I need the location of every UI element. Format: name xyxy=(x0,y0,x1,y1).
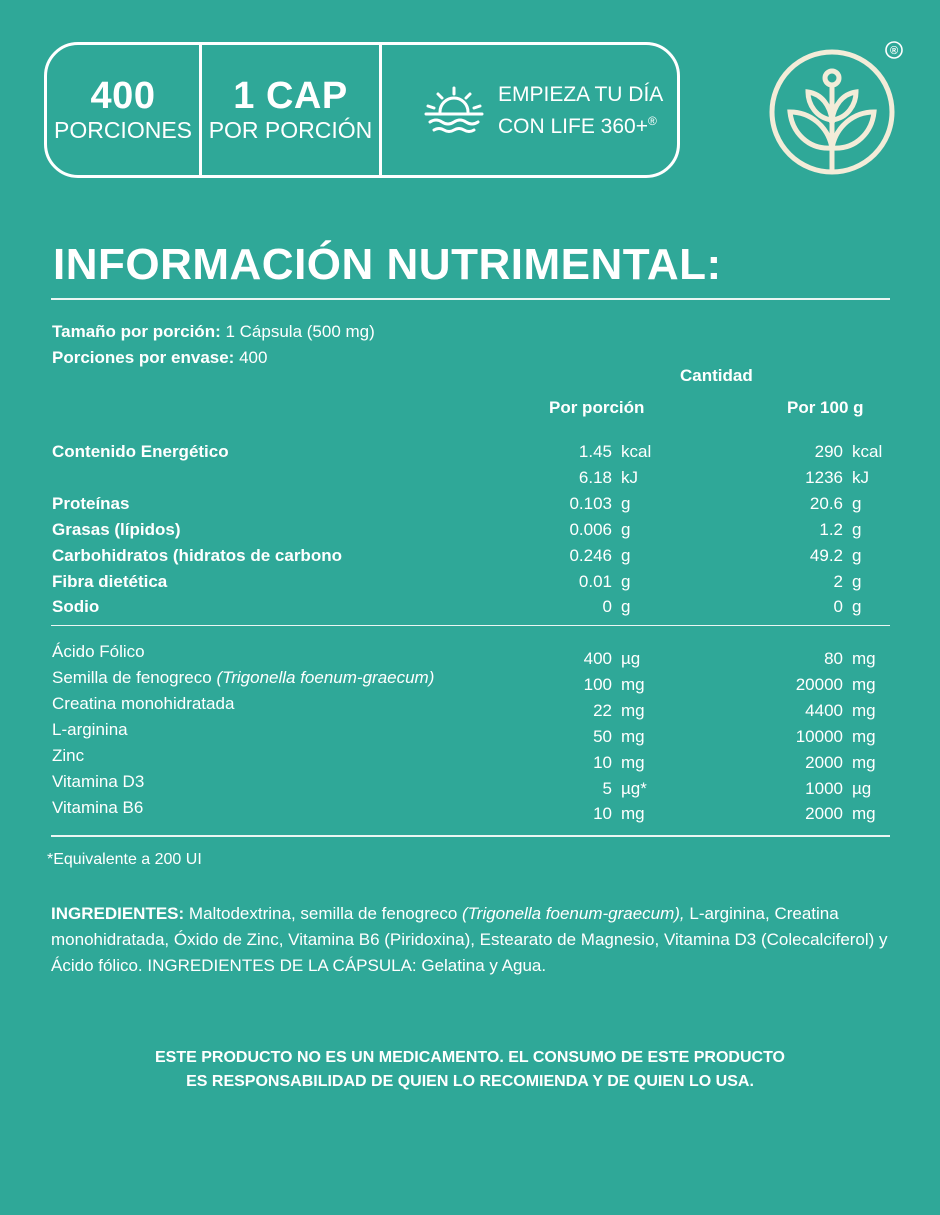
ingredients-label: INGREDIENTES: xyxy=(51,904,185,923)
registered-logo-text: ® xyxy=(889,45,899,57)
slogan-line-1: EMPIEZA TU DÍA xyxy=(498,82,664,106)
per-serving-value: 0 xyxy=(602,597,612,616)
portions-cell xyxy=(47,45,202,175)
nutrient-name: Carbohidratos (hidratos de carbono xyxy=(52,546,342,565)
nutrient-name: Fibra dietética xyxy=(52,572,168,591)
dose-value: 1 CAP xyxy=(233,75,348,117)
per-serving-value: 50 xyxy=(593,727,612,746)
per-serving-unit: µg* xyxy=(621,779,647,798)
slogan-cell xyxy=(382,45,677,175)
per-100g-value: 1236 xyxy=(805,468,843,487)
servings-per-container-value: 400 xyxy=(234,348,268,367)
per-100g-value: 2000 xyxy=(805,753,843,772)
active-name xyxy=(52,641,145,663)
per-serving-value: 0.103 xyxy=(569,494,612,513)
title-divider xyxy=(51,298,890,300)
table-bottom-divider xyxy=(51,835,890,837)
per-serving-unit: g xyxy=(621,494,631,513)
per-serving-unit: mg xyxy=(621,804,645,823)
ingredients-text-italic: (Trigonella foenum-graecum), xyxy=(462,904,685,923)
serving-size-value: 1 Cápsula (500 mg) xyxy=(220,322,375,341)
per-serving-value: 0.01 xyxy=(578,572,612,591)
per-serving-value: 5 xyxy=(602,779,612,798)
per-100g-value: 1000 xyxy=(805,779,843,798)
portions-value: 400 xyxy=(90,75,156,117)
active-name-scientific: (Trigonella foenum-graecum) xyxy=(216,668,435,687)
per-100g-unit: kJ xyxy=(852,468,869,487)
column-group-header: Cantidad xyxy=(680,366,753,385)
per-serving-value: 400 xyxy=(583,649,612,668)
nutrient-name: Contenido Energético xyxy=(52,442,229,461)
per-serving-value: 22 xyxy=(593,701,612,720)
per-serving-value: 100 xyxy=(583,675,612,694)
per-serving-value: 10 xyxy=(593,804,612,823)
per-serving-unit: µg xyxy=(621,649,641,668)
per-100g-value: 290 xyxy=(814,442,843,461)
active-name-text: Vitamina B6 xyxy=(52,798,144,817)
slogan-line-2 xyxy=(498,108,663,140)
per-100g-unit: g xyxy=(852,546,862,565)
per-100g-unit: g xyxy=(852,520,862,539)
per-serving-unit: mg xyxy=(621,727,645,746)
per-serving-value: 10 xyxy=(593,753,612,772)
ingredients xyxy=(51,901,901,979)
ingredients-text-2: L-arginina, Creatina monohidratada, Óxido de Zinc, Vitamina B6 (Piridoxina), Estearato de Magnesio, Vitamina D3 (Colecalciferol) y Ácido fólico. INGREDIENTES DE LA CÁPSULA: Gelatina y Agua. xyxy=(51,904,888,975)
active-name xyxy=(52,719,128,741)
nutrient-name: Grasas (lípidos) xyxy=(52,520,181,539)
per-serving-value: 0.006 xyxy=(569,520,612,539)
active-name-text: Semilla de fenogreco xyxy=(52,668,217,687)
page-title: INFORMACIÓN NUTRIMENTAL: xyxy=(53,240,722,289)
servings-per-container-label: Porciones por envase: xyxy=(52,348,235,367)
top-badge xyxy=(44,42,680,178)
registered-mark: ® xyxy=(647,113,657,128)
disclaimer-line-2: ES RESPONSABILIDAD DE QUIEN LO RECOMIENDA Y DE QUIEN LO USA. xyxy=(186,1073,754,1090)
sunrise-icon xyxy=(422,84,486,136)
per-100g-unit: mg xyxy=(852,649,876,668)
serving-size-label: Tamaño por porción: xyxy=(52,322,221,341)
active-name xyxy=(52,745,84,767)
footnote: *Equivalente a 200 UI xyxy=(47,851,202,868)
registered-logo-mark xyxy=(886,42,902,58)
per-serving-unit: g xyxy=(621,572,631,591)
per-100g-value: 10000 xyxy=(795,727,843,746)
per-100g-unit: mg xyxy=(852,804,876,823)
dose-label: POR PORCIÓN xyxy=(208,117,373,143)
active-name-text: Zinc xyxy=(52,746,85,765)
per-serving-value: 1.45 xyxy=(578,442,612,461)
per-100g-unit: mg xyxy=(852,675,876,694)
per-serving-unit: kcal xyxy=(621,442,652,461)
per-100g-unit: g xyxy=(852,572,862,591)
per-100g-unit: kcal xyxy=(852,442,883,461)
per-serving-unit: g xyxy=(621,546,631,565)
active-name-text: L-arginina xyxy=(52,720,128,739)
active-name-text: Vitamina D3 xyxy=(52,772,145,791)
active-name-text: Ácido Fólico xyxy=(52,642,145,661)
per-serving-unit: g xyxy=(621,520,631,539)
plant-logo-icon xyxy=(768,40,904,176)
per-serving-value: 0.246 xyxy=(569,546,612,565)
per-serving-unit: mg xyxy=(621,701,645,720)
slogan-line-2-text: CON LIFE 360+ xyxy=(498,114,648,138)
active-name xyxy=(52,771,144,793)
active-name xyxy=(52,667,434,689)
per-serving-unit: mg xyxy=(621,675,645,694)
column-per-100g: Por 100 g xyxy=(787,398,864,417)
dose-cell xyxy=(202,45,382,175)
servings-per-container xyxy=(52,347,267,369)
portions-label: PORCIONES xyxy=(53,117,193,143)
serving-size xyxy=(52,321,375,343)
nutrient-name: Proteínas xyxy=(52,494,130,513)
disclaimer-line-1: ESTE PRODUCTO NO ES UN MEDICAMENTO. EL CONSUMO DE ESTE PRODUCTO xyxy=(155,1049,785,1066)
ingredients-text-1: Maltodextrina, semilla de fenogreco xyxy=(184,904,462,923)
per-100g-unit: g xyxy=(852,597,862,616)
per-100g-value: 49.2 xyxy=(809,546,843,565)
per-serving-unit: mg xyxy=(621,753,645,772)
per-100g-unit: mg xyxy=(852,701,876,720)
per-100g-value: 1.2 xyxy=(819,520,843,539)
per-100g-value: 0 xyxy=(833,597,843,616)
per-100g-unit: g xyxy=(852,494,862,513)
active-name xyxy=(52,797,143,819)
nutrient-name: Sodio xyxy=(52,597,100,616)
table-divider xyxy=(51,625,890,626)
per-100g-value: 20000 xyxy=(795,675,843,694)
per-100g-value: 80 xyxy=(824,649,843,668)
per-100g-unit: µg xyxy=(852,779,872,798)
column-per-serving: Por porción xyxy=(549,398,645,417)
per-serving-value: 6.18 xyxy=(578,468,612,487)
active-name-text: Creatina monohidratada xyxy=(52,694,235,713)
per-100g-value: 2000 xyxy=(805,804,843,823)
per-100g-value: 2 xyxy=(833,572,843,591)
slogan xyxy=(498,81,663,140)
disclaimer xyxy=(0,1046,940,1094)
per-serving-unit: kJ xyxy=(621,468,638,487)
per-100g-value: 20.6 xyxy=(809,494,843,513)
per-100g-unit: mg xyxy=(852,753,876,772)
active-name xyxy=(52,693,234,715)
per-100g-value: 4400 xyxy=(805,701,843,720)
per-serving-unit: g xyxy=(621,597,631,616)
per-100g-unit: mg xyxy=(852,727,876,746)
